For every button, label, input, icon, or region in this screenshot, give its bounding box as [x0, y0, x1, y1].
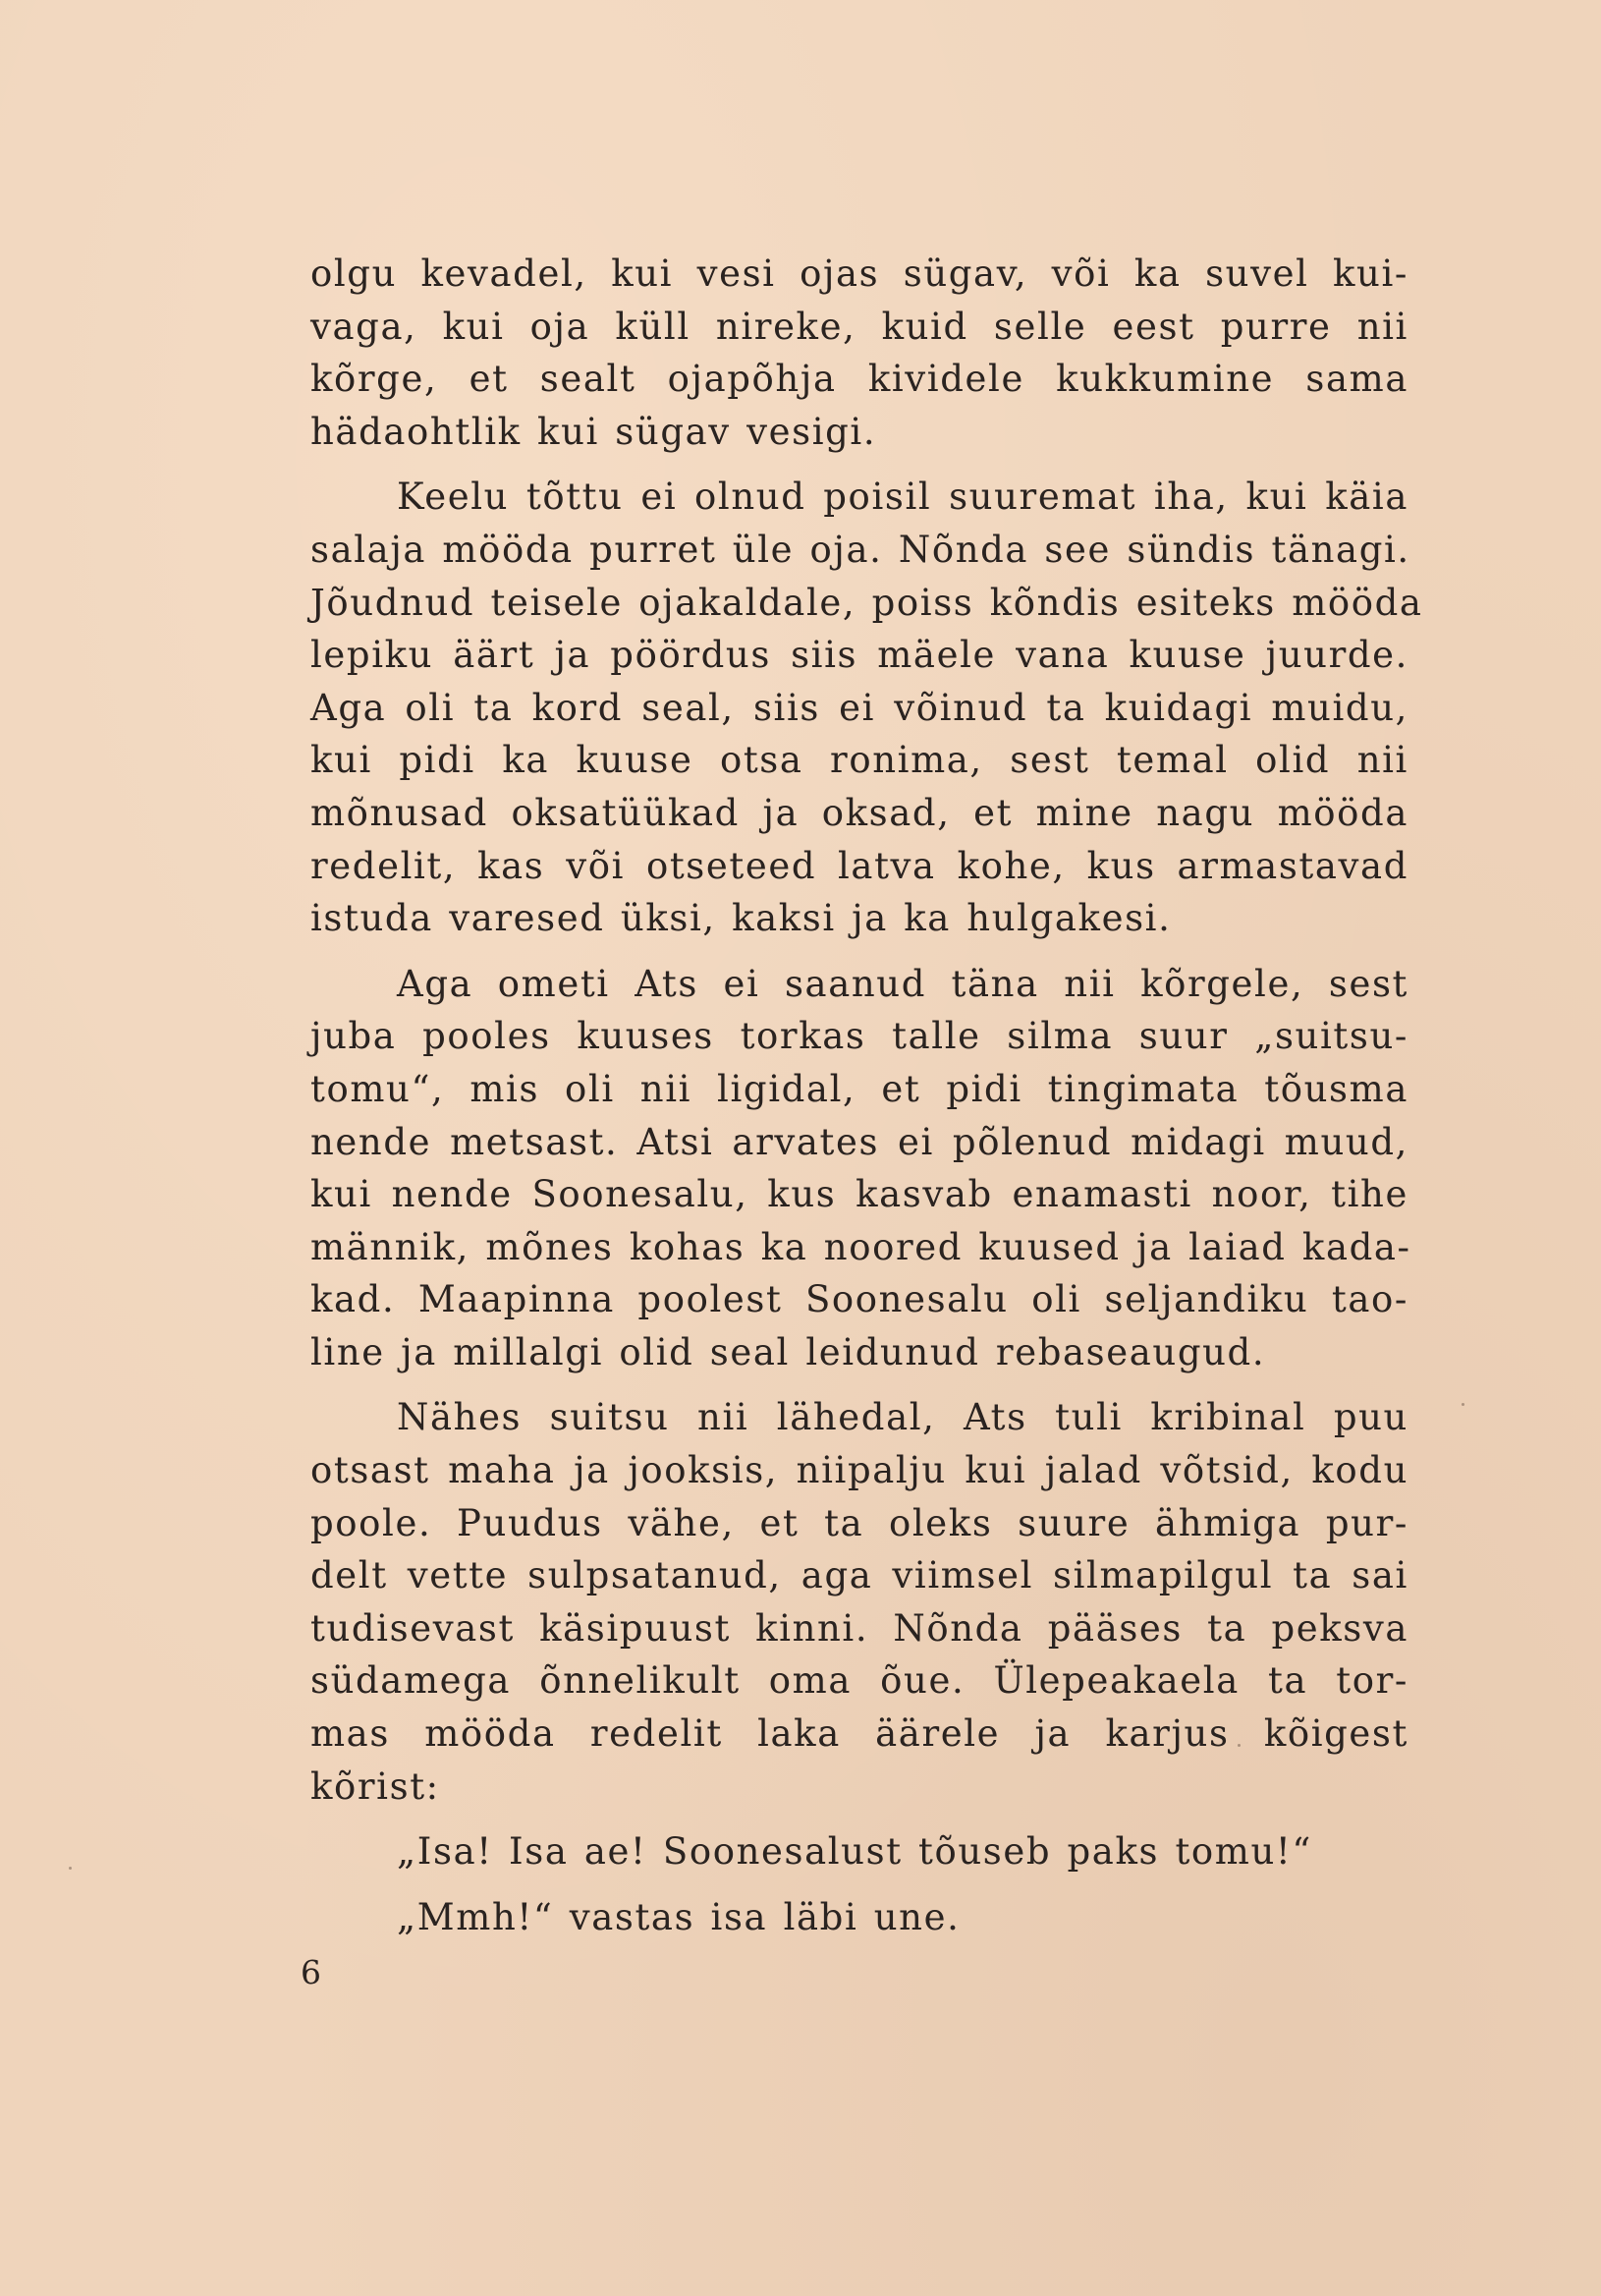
paragraph: [310, 248, 1408, 458]
paragraph-gap: [310, 1813, 1408, 1825]
text-line: Aga ometi Ats ei saanud täna nii kõrgele, sest: [397, 962, 1408, 1005]
paper-speck: [1462, 1403, 1464, 1406]
paragraph-gap: [310, 1378, 1408, 1391]
text-line: tomu“, mis oli nii ligidal, et pidi tingimata tõusma: [310, 1067, 1408, 1110]
text-line: hädaohtlik kui sügav vesigi.: [310, 410, 877, 453]
paragraph-gap: [310, 458, 1408, 471]
text-line: olgu kevadel, kui vesi ojas sügav, või ka suvel kui-: [310, 252, 1408, 295]
paper-speck: [69, 1867, 72, 1870]
text-line: istuda varesed üksi, kaksi ja ka hulgakesi.: [310, 897, 1172, 940]
page-number: 6: [301, 1953, 321, 1991]
body-text: [310, 248, 1423, 1943]
text-line: salaja mööda purret üle oja. Nõnda see sündis tänagi.: [310, 528, 1410, 571]
text-line: tudisevast käsipuust kinni. Nõnda pääses ta peksva: [310, 1606, 1408, 1650]
text-line: kõrist:: [310, 1764, 440, 1808]
text-line: kui nende Soonesalu, kus kasvab enamasti noor, tihe: [310, 1173, 1408, 1216]
text-line: südamega õnnelikult oma õue. Ülepeakaela ta tor-: [310, 1659, 1408, 1703]
text-line: lepiku äärt ja pöördus siis mäele vana kuuse juurde.: [310, 634, 1408, 677]
text-line: kõrge, et sealt ojapõhja kividele kukkumine sama: [310, 358, 1408, 401]
paragraph: [310, 958, 1411, 1379]
dialogue-line: „Mmh!“ vastas isa läbi une.: [397, 1895, 961, 1938]
dialogue-line: „Isa! Isa ae! Soonesalust tõuseb paks tomu!“: [397, 1830, 1312, 1874]
text-line: mas mööda redelit laka äärele ja karjus kõigest: [310, 1712, 1408, 1756]
text-line: kui pidi ka kuuse otsa ronima, sest temal olid nii: [310, 739, 1408, 782]
paragraph: [310, 471, 1423, 944]
paragraph-gap: [310, 1878, 1408, 1891]
text-line: mõnusad oksatüükad ja oksad, et mine nagu mööda: [310, 791, 1408, 834]
text-line: Nähes suitsu nii lähedal, Ats tuli kribinal puu: [397, 1396, 1408, 1439]
text-line: vaga, kui oja küll nireke, kuid selle eest purre nii: [310, 305, 1408, 348]
text-line: redelit, kas või otseteed latva kohe, kus armastavad: [310, 844, 1408, 887]
text-line: kad. Maapinna poolest Soonesalu oli seljandiku tao-: [310, 1278, 1408, 1321]
text-line: nende metsast. Atsi arvates ei põlenud midagi muud,: [310, 1120, 1408, 1163]
text-line: otsast maha ja jooksis, niipalju kui jalad võtsid, kodu: [310, 1449, 1408, 1492]
paragraph: [310, 1391, 1408, 1813]
text-line: juba pooles kuuses torkas talle silma suur „suitsu-: [310, 1015, 1408, 1058]
dialogue: [310, 1825, 1408, 1943]
text-line: Keelu tõttu ei olnud poisil suuremat iha, kui käia: [397, 476, 1408, 519]
text-line: line ja millalgi olid seal leidunud rebaseaugud.: [310, 1330, 1266, 1373]
text-line: Aga oli ta kord seal, siis ei võinud ta kuidagi muidu,: [310, 686, 1408, 729]
paragraph-gap: [310, 945, 1408, 958]
text-line: männik, mõnes kohas ka noored kuused ja laiad kada-: [310, 1225, 1411, 1268]
text-line: Jõudnud teisele ojakaldale, poiss kõndis esiteks mööda: [310, 581, 1423, 624]
text-line: delt vette sulpsatanud, aga viimsel silmapilgul ta sai: [310, 1554, 1408, 1597]
text-line: poole. Puudus vähe, et ta oleks suure ähmiga pur-: [310, 1501, 1408, 1544]
